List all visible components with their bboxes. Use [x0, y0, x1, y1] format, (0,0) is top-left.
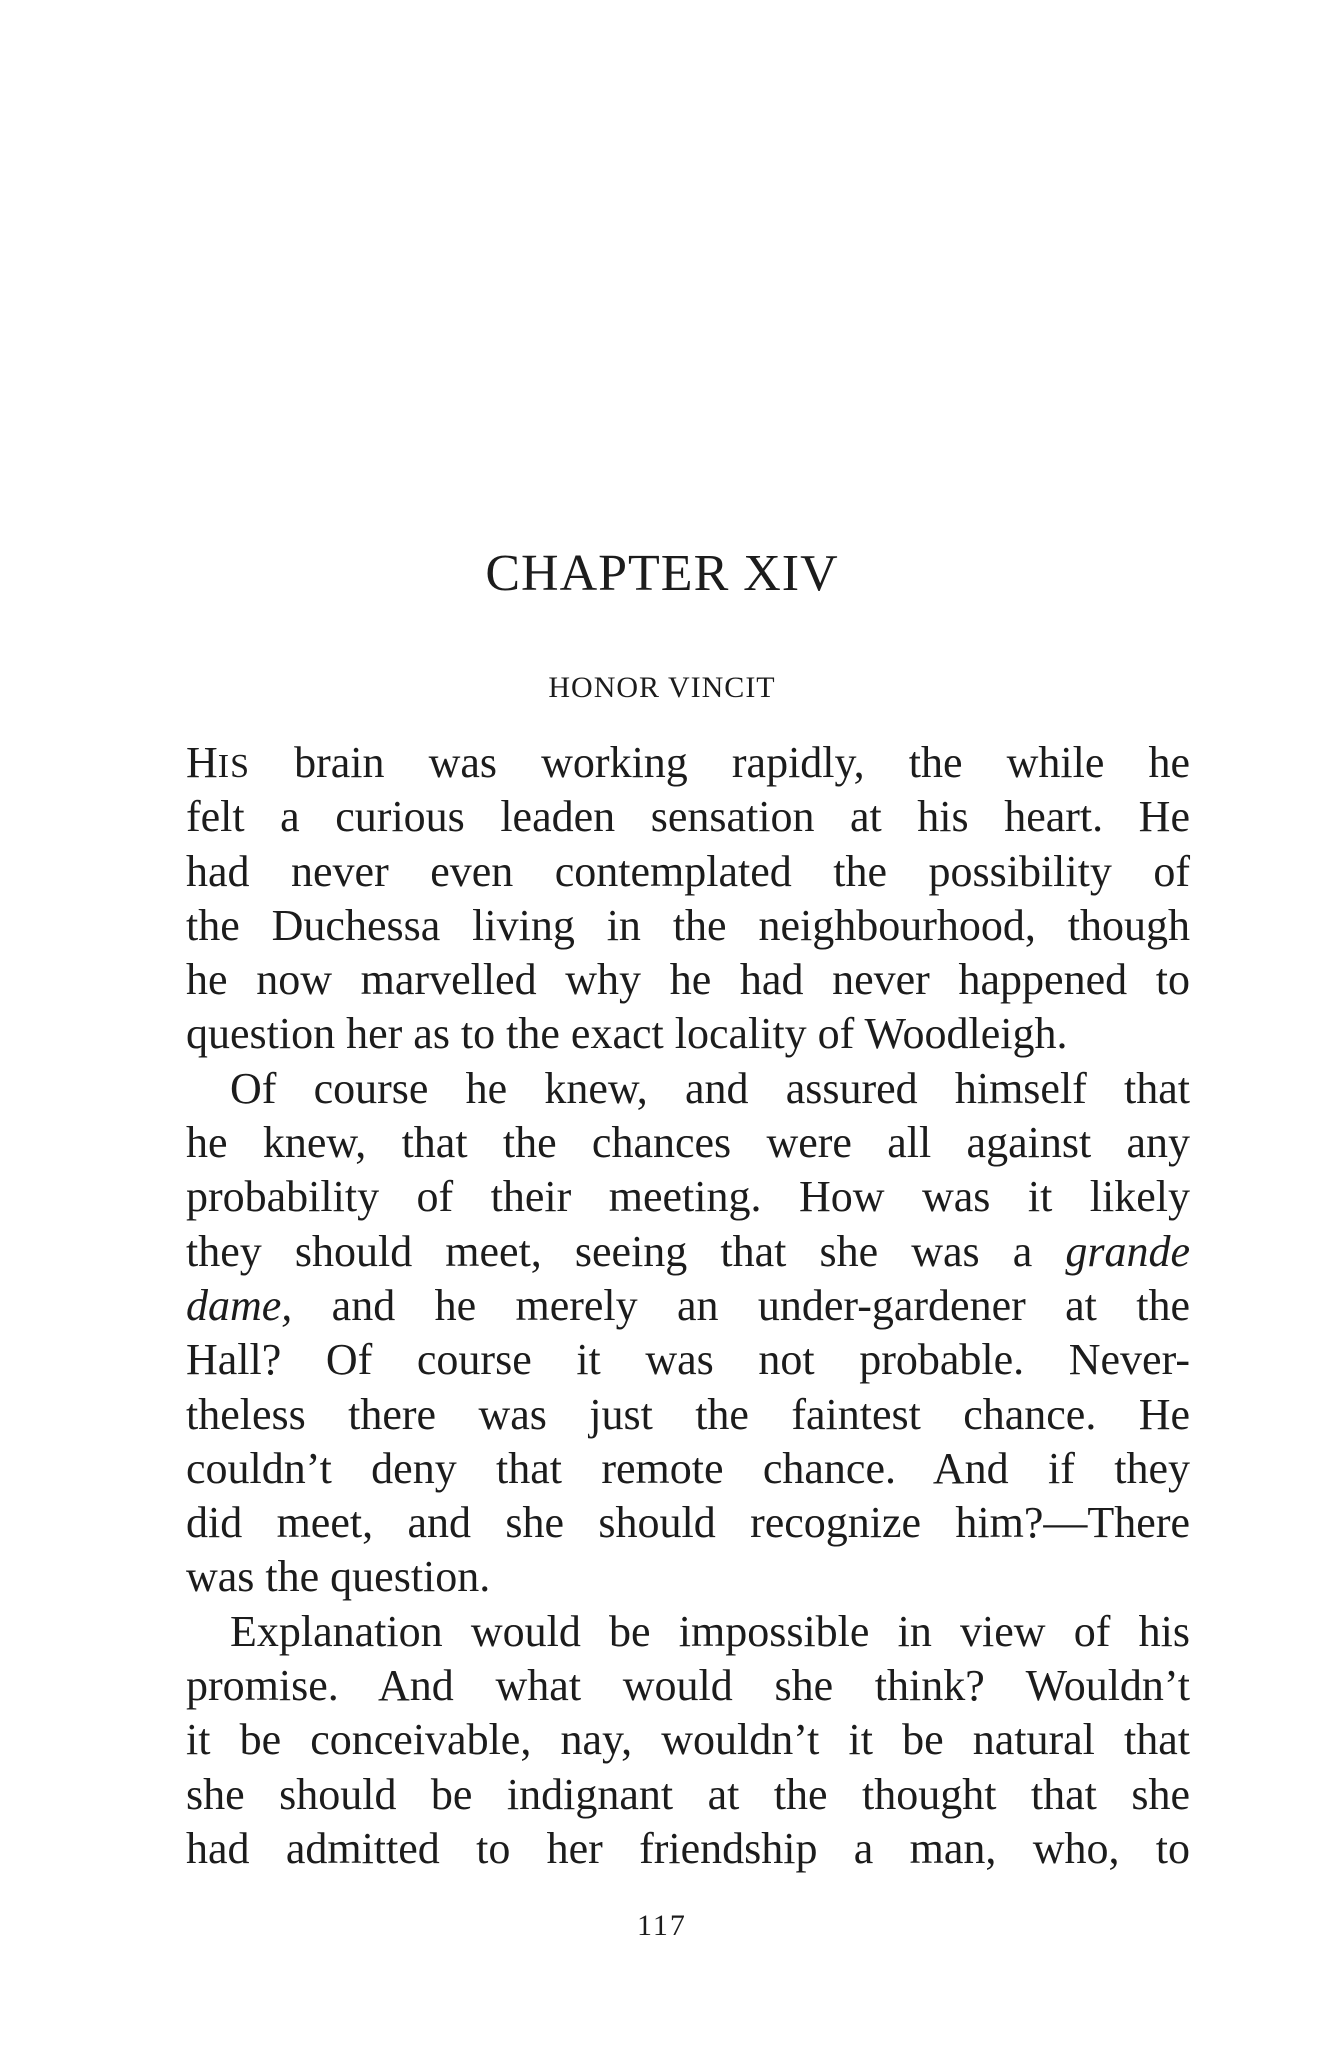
text-line: promise. And what would she think? Wouldn’t: [186, 1661, 1190, 1711]
text-line: Of course he knew, and assured himself that: [230, 1063, 1190, 1113]
text-line: he knew, that the chances were all against any: [186, 1118, 1190, 1168]
text-line: Explanation would be impossible in view of his: [230, 1606, 1190, 1656]
text-line: HIS brain was working rapidly, the while he: [186, 738, 1190, 787]
text-line: dame, and he merely an under-gardener at the: [186, 1280, 1190, 1330]
text-line: she should be indignant at the thought that she: [186, 1769, 1190, 1819]
text-line: had never even contemplated the possibility of: [186, 846, 1190, 896]
text-line: he now marvelled why he had never happened to: [186, 955, 1190, 1005]
text-line: couldn’t deny that remote chance. And if they: [186, 1443, 1190, 1493]
text-line: they should meet, seeing that she was a grande: [186, 1226, 1190, 1276]
text-line: had admitted to her friendship a man, who, to: [186, 1823, 1190, 1873]
text-line: the Duchessa living in the neighbourhood, though: [186, 900, 1190, 950]
text-line: question her as to the exact locality of Woodleigh.: [186, 1009, 1068, 1059]
text-line: probability of their meeting. How was it likely: [186, 1172, 1190, 1222]
text-line: theless there was just the faintest chance. He: [186, 1389, 1190, 1439]
chapter-title: CHAPTER XIV: [485, 545, 839, 602]
text-line: did meet, and she should recognize him?—There: [186, 1498, 1190, 1548]
text-line: was the question.: [186, 1552, 491, 1602]
text-line: it be conceivable, nay, wouldn’t it be natural that: [186, 1715, 1190, 1765]
text-line: Hall? Of course it was not probable. Never-: [186, 1335, 1190, 1385]
page-number: 117: [637, 1909, 687, 1942]
chapter-subtitle: HONOR VINCIT: [548, 671, 776, 704]
text-line: felt a curious leaden sensation at his heart. He: [186, 792, 1190, 842]
body-text: [186, 736, 1190, 1876]
